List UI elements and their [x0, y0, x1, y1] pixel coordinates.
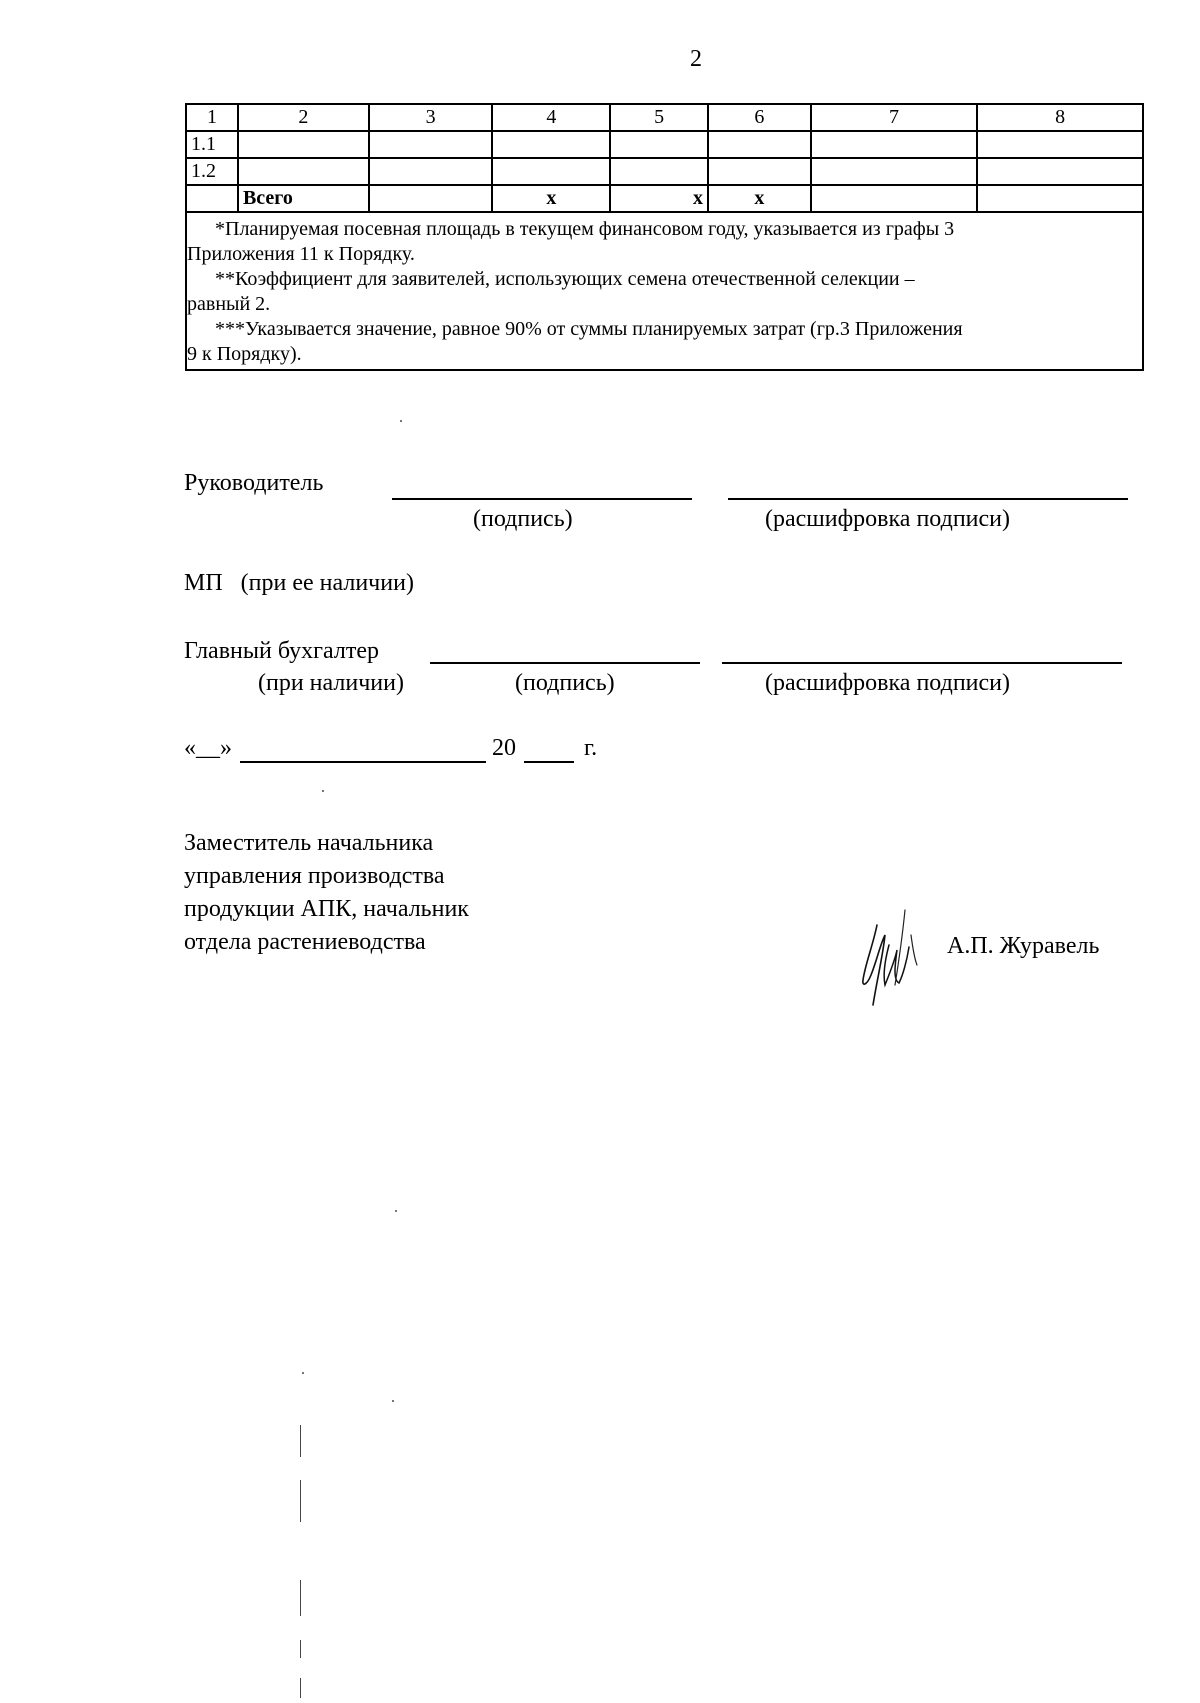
- header-cell: 1: [186, 104, 238, 131]
- scan-speck: [400, 420, 402, 422]
- head-label: Руководитель: [184, 470, 324, 496]
- table-row: [186, 158, 1143, 185]
- scan-mark: [300, 1425, 301, 1457]
- header-cell: 4: [492, 104, 610, 131]
- header-cell: 5: [610, 104, 708, 131]
- header-cell: 6: [708, 104, 811, 131]
- head-decode-caption: (расшифровка подписи): [765, 506, 1010, 532]
- footnote-line: Приложения 11 к Порядку.: [187, 243, 415, 265]
- table-cell: [811, 158, 978, 185]
- official-title-line: Заместитель начальника: [184, 830, 434, 856]
- date-year-prefix: 20: [492, 735, 516, 761]
- official-title: [184, 827, 469, 959]
- table-cell: х: [610, 185, 708, 212]
- table-cell: [492, 131, 610, 158]
- footnote-line: **Коэффициент для заявителей, использующих семена отечественной селекции –: [215, 268, 915, 290]
- table-cell: [492, 158, 610, 185]
- table-cell: [977, 158, 1143, 185]
- table-cell: [369, 185, 493, 212]
- table-header-row: [186, 104, 1143, 131]
- table-cell: [238, 158, 369, 185]
- table-cell: [610, 158, 708, 185]
- date-suffix: г.: [584, 735, 598, 761]
- date-day: «__»: [184, 735, 232, 761]
- header-cell: 3: [369, 104, 493, 131]
- table-cell: [186, 185, 238, 212]
- scan-speck: [322, 790, 324, 792]
- table-cell: [977, 185, 1143, 212]
- scan-speck: [302, 1372, 304, 1374]
- scan-mark: [300, 1580, 301, 1616]
- table-cell: [708, 131, 811, 158]
- table-cell: [977, 131, 1143, 158]
- table-cell: [708, 158, 811, 185]
- stamp-label: МП (при ее наличии): [184, 570, 414, 596]
- table-cell: [811, 131, 978, 158]
- official-title-line: отдела растениеводства: [184, 929, 426, 955]
- date-month-line[interactable]: [240, 761, 486, 763]
- table-cell: х: [492, 185, 610, 212]
- accountant-signature-line[interactable]: [430, 662, 700, 664]
- scan-mark: [300, 1640, 301, 1658]
- handwritten-signature: [855, 905, 935, 1015]
- footnotes: [186, 212, 1143, 370]
- accountant-label: Главный бухгалтер: [184, 638, 379, 664]
- official-name: А.П. Журавель: [947, 933, 1100, 959]
- table-cell: [610, 131, 708, 158]
- accountant-sign-caption: (подпись): [515, 670, 615, 696]
- total-label: Всего: [238, 185, 369, 212]
- table-row: [186, 131, 1143, 158]
- footnote-line: 9 к Порядку).: [187, 343, 302, 365]
- notes-row: [186, 212, 1143, 370]
- page-number: 2: [690, 46, 702, 72]
- table-cell: [369, 131, 493, 158]
- table-cell: 1.1: [186, 131, 238, 158]
- official-title-line: управления производства: [184, 863, 445, 889]
- scan-speck: [392, 1400, 394, 1402]
- footnote-line: *Планируемая посевная площадь в текущем финансовом году, указывается из графы 3: [215, 218, 955, 240]
- accountant-sub-caption: (при наличии): [258, 670, 404, 696]
- table-cell: [238, 131, 369, 158]
- data-table: [185, 103, 1144, 371]
- header-cell: 7: [811, 104, 978, 131]
- head-sign-caption: (подпись): [473, 506, 573, 532]
- accountant-decode-caption: (расшифровка подписи): [765, 670, 1010, 696]
- head-signature-line[interactable]: [392, 498, 692, 500]
- table-total-row: [186, 185, 1143, 212]
- footnote-line: ***Указывается значение, равное 90% от суммы планируемых затрат (гр.3 Приложения: [215, 318, 963, 340]
- table-cell: х: [708, 185, 811, 212]
- table-cell: 1.2: [186, 158, 238, 185]
- table-cell: [811, 185, 978, 212]
- date-year-line[interactable]: [524, 761, 574, 763]
- accountant-decode-line[interactable]: [722, 662, 1122, 664]
- head-decode-line[interactable]: [728, 498, 1128, 500]
- scan-mark: [300, 1678, 301, 1698]
- table-cell: [369, 158, 493, 185]
- header-cell: 8: [977, 104, 1143, 131]
- scan-speck: [395, 1210, 397, 1212]
- footnote-line: равный 2.: [187, 293, 271, 315]
- scan-mark: [300, 1480, 301, 1522]
- header-cell: 2: [238, 104, 369, 131]
- official-title-line: продукции АПК, начальник: [184, 896, 469, 922]
